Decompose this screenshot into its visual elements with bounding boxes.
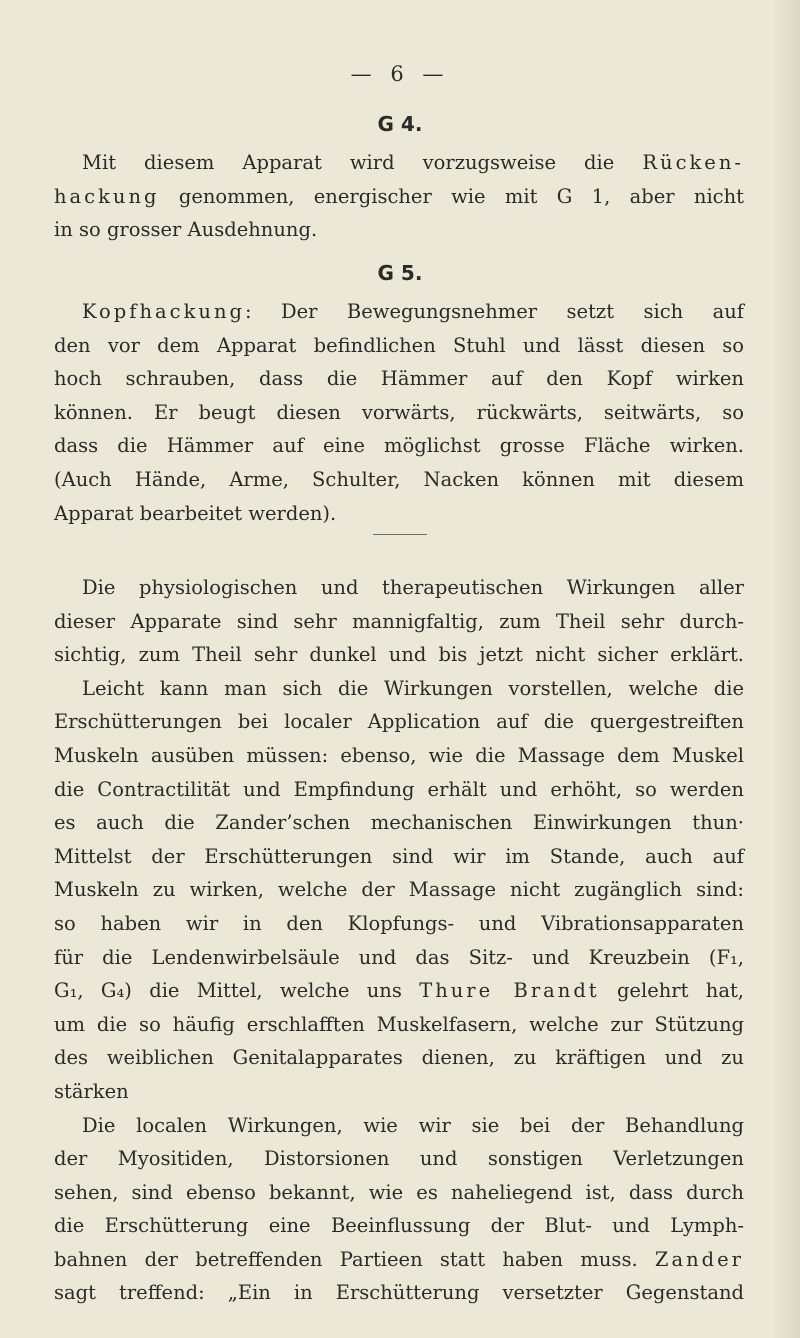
- text-line: sichtig, zum Theil sehr dunkel und bis jetzt nicht sicher erklärt.: [54, 643, 744, 667]
- paragraph-g5: [54, 295, 744, 530]
- text-line: Muskeln ausüben müssen: ebenso, wie die Massage dem Muskel: [54, 743, 744, 767]
- text-line: bahnen der betreffenden Partieen statt haben muss. Zander: [54, 1247, 744, 1271]
- text-line: dieser Apparate sind sehr mannigfaltig, zum Theil sehr durch-: [54, 609, 744, 633]
- text-line: (Auch Hände, Arme, Schulter, Nacken können mit diesem: [54, 467, 744, 491]
- page-edge-shadow: [772, 0, 800, 1338]
- heading-g4: G 4.: [377, 112, 423, 136]
- text-line: G₁, G₄) die Mittel, welche uns Thure Brandt gelehrt hat,: [54, 979, 744, 1003]
- text-line: die Contractilität und Empfindung erhält und erhöht, so werden: [54, 777, 744, 801]
- text-line: es auch die Zander’schen mechanischen Einwirkungen thun·: [54, 811, 744, 835]
- text-line: Erschütterungen bei localer Application auf die quergestreiften: [54, 710, 744, 734]
- text-line: dass die Hämmer auf eine möglichst grosse Fläche wirken.: [54, 434, 744, 458]
- text-line: sagt treffend: „Ein in Erschütterung versetzter Gegenstand: [54, 1281, 744, 1305]
- text-line: sehen, sind ebenso bekannt, wie es naheliegend ist, dass durch: [54, 1180, 744, 1204]
- text-line: stärken: [54, 1079, 129, 1103]
- text-line: können. Er beugt diesen vorwärts, rückwärts, seitwärts, so: [54, 400, 744, 424]
- text-line: den vor dem Apparat befindlichen Stuhl und lässt diesen so: [54, 333, 744, 357]
- text-line: der Myositiden, Distorsionen und sonstigen Verletzungen: [54, 1147, 744, 1171]
- text-line: Kopfhackung: Der Bewegungsnehmer setzt sich auf: [82, 300, 744, 323]
- text-line: Die physiologischen und therapeutischen Wirkungen aller: [82, 576, 744, 599]
- text-line: Leicht kann man sich die Wirkungen vorstellen, welche die: [82, 676, 744, 700]
- heading-g5: G 5.: [377, 261, 423, 285]
- text-line: um die so häufig erschlafften Muskelfasern, welche zur Stützung: [54, 1012, 744, 1036]
- page-number: — 6 —: [350, 62, 450, 86]
- text-line: für die Lendenwirbelsäule und das Sitz- und Kreuzbein (F₁,: [54, 945, 744, 969]
- text-line: Die localen Wirkungen, wie wir sie bei der Behandlung: [82, 1113, 744, 1137]
- paragraph-body: [54, 571, 744, 1310]
- text-line: hackung genommen, energischer wie mit G 1, aber nicht: [54, 184, 744, 208]
- text-line: Mit diesem Apparat wird vorzugsweise die Rücken-: [82, 151, 744, 174]
- text-line: in so grosser Ausdehnung.: [54, 218, 318, 242]
- paragraph-g4: [54, 146, 744, 247]
- text-line: Muskeln zu wirken, welche der Massage nicht zugänglich sind:: [54, 878, 744, 902]
- text-line: Mittelst der Erschütterungen sind wir im Stande, auch auf: [54, 844, 744, 868]
- text-line: Apparat bearbeitet werden).: [54, 501, 337, 525]
- section-divider: [373, 534, 427, 535]
- text-line: des weiblichen Genitalapparates dienen, zu kräftigen und zu: [54, 1046, 744, 1070]
- text-line: die Erschütterung eine Beeinflussung der Blut- und Lymph-: [54, 1214, 744, 1238]
- text-line: hoch schrauben, dass die Hämmer auf den Kopf wirken: [54, 367, 744, 391]
- text-line: so haben wir in den Klopfungs- und Vibrationsapparaten: [54, 911, 744, 935]
